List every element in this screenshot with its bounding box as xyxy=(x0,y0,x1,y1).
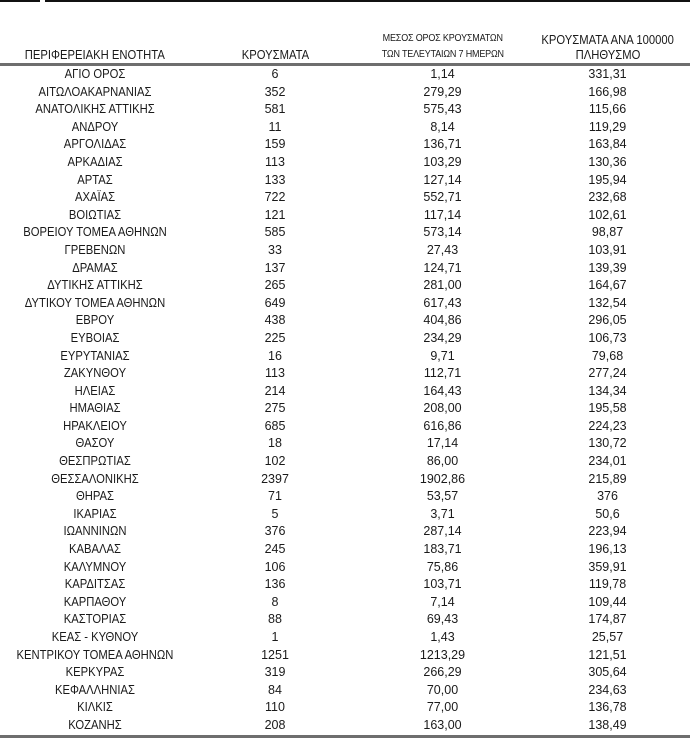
table-row xyxy=(0,154,690,172)
table-row xyxy=(0,295,690,313)
cell-per100k: 195,58 xyxy=(588,401,627,416)
cell-avg7: 117,14 xyxy=(423,207,462,222)
cell-per100k: 130,72 xyxy=(588,436,627,451)
cell-cases: 6 xyxy=(271,67,279,81)
cell-avg7: 127,14 xyxy=(423,172,462,187)
cell-avg7: 8,14 xyxy=(430,119,455,134)
cell-avg7: 183,71 xyxy=(423,542,462,557)
table-row xyxy=(0,365,690,383)
cell-avg7: 17,14 xyxy=(426,436,459,451)
table-row xyxy=(0,664,690,682)
cell-avg7: 1,14 xyxy=(430,67,455,81)
table-row xyxy=(0,471,690,489)
cell-per100k: 138,49 xyxy=(525,717,690,736)
table-row xyxy=(0,559,690,577)
cell-avg7: 86,00 xyxy=(426,454,459,469)
table-row xyxy=(0,400,690,418)
table-row xyxy=(0,647,690,665)
cell-per100k: 103,91 xyxy=(588,242,627,257)
cell-per100k: 305,64 xyxy=(588,665,627,680)
cell-region: ΚΕΑΣ - ΚΥΘΝΟΥ xyxy=(51,630,139,644)
table-row xyxy=(0,435,690,453)
cell-cases: 106 xyxy=(264,559,286,574)
table-row xyxy=(0,541,690,559)
table-row xyxy=(0,207,690,225)
cell-avg7: 53,57 xyxy=(426,489,459,504)
cell-avg7: 69,43 xyxy=(426,612,459,627)
cell-per100k: 119,78 xyxy=(588,577,627,592)
table-row xyxy=(0,629,690,647)
cell-region: ΑΝΑΤΟΛΙΚΗΣ ΑΤΤΙΚΗΣ xyxy=(35,102,155,117)
cell-region: ΚΑΡΔΙΤΣΑΣ xyxy=(64,577,126,592)
cell-per100k: 130,36 xyxy=(588,154,627,169)
cell-cases: 265 xyxy=(264,278,286,293)
cell-avg7: 3,71 xyxy=(430,506,455,521)
cell-region: ΙΩΑΝΝΙΝΩΝ xyxy=(63,524,127,539)
cell-cases: 245 xyxy=(264,542,286,557)
cell-per100k: 376 xyxy=(597,489,618,504)
cell-cases: 84 xyxy=(268,682,282,697)
table-row xyxy=(0,172,690,190)
cell-avg7: 77,00 xyxy=(426,700,459,715)
table-header xyxy=(0,0,690,65)
cell-avg7: 9,71 xyxy=(430,348,455,363)
cell-cases: 225 xyxy=(264,330,286,345)
cell-avg7: 616,86 xyxy=(423,418,462,433)
cell-region: ΗΡΑΚΛΕΙΟΥ xyxy=(63,418,127,433)
cell-avg7: 617,43 xyxy=(423,295,462,310)
cell-region: ΚΙΛΚΙΣ xyxy=(77,700,113,715)
cell-region: ΚΟΖΑΝΗΣ xyxy=(10,717,181,736)
cell-cases: 376 xyxy=(264,524,286,539)
header-avg7 xyxy=(360,0,525,65)
cell-per100k: 234,01 xyxy=(588,454,627,469)
table-row xyxy=(0,682,690,700)
cell-region: ΚΕΡΚΥΡΑΣ xyxy=(65,665,125,680)
cell-per100k: 196,13 xyxy=(588,542,627,557)
cell-per100k: 79,68 xyxy=(591,348,624,363)
cell-region: ΚΕΦΑΛΛΗΝΙΑΣ xyxy=(54,682,136,697)
table-row xyxy=(0,189,690,207)
cell-per100k: 164,67 xyxy=(588,278,627,293)
cell-cases: 581 xyxy=(264,102,286,117)
cell-region: ΔΥΤΙΚΗΣ ΑΤΤΙΚΗΣ xyxy=(47,278,143,293)
table-row xyxy=(0,523,690,541)
cell-region: ΘΗΡΑΣ xyxy=(75,489,114,504)
cell-avg7: 124,71 xyxy=(423,260,462,275)
table-row xyxy=(0,224,690,242)
cell-cases: 102 xyxy=(264,454,286,469)
cell-per100k: 174,87 xyxy=(588,612,627,627)
table-row xyxy=(0,277,690,295)
cell-region: ΚΑΡΠΑΘΟΥ xyxy=(63,594,127,609)
header-avg7-line1: ΜΕΣΟΣ ΟΡΟΣ ΚΡΟΥΣΜΑΤΩΝ xyxy=(382,33,503,44)
cell-per100k: 136,78 xyxy=(588,700,627,715)
header-per100k-line1: ΚΡΟΥΣΜΑΤΑ ΑΝΑ 100000 xyxy=(541,33,674,47)
cell-cases: 1251 xyxy=(261,647,289,662)
cell-avg7: 7,14 xyxy=(430,594,455,609)
cell-avg7: 266,29 xyxy=(423,665,462,680)
cell-per100k: 139,39 xyxy=(588,260,627,275)
cell-per100k: 166,98 xyxy=(588,84,627,99)
header-avg7-line2: ΤΩΝ ΤΕΛΕΥΤΑΙΩΝ 7 ΗΜΕΡΩΝ xyxy=(381,49,504,60)
cell-avg7: 136,71 xyxy=(423,137,462,152)
table-row xyxy=(0,136,690,154)
cell-region: ΑΓΙΟ ΟΡΟΣ xyxy=(64,67,126,81)
cell-cases: 352 xyxy=(264,84,286,99)
cell-region: ΘΕΣΠΡΩΤΙΑΣ xyxy=(59,454,131,469)
cell-per100k: 215,89 xyxy=(588,471,627,486)
cell-region: ΑΝΔΡΟΥ xyxy=(71,119,119,134)
cell-per100k: 234,63 xyxy=(588,682,627,697)
cell-region: ΘΕΣΣΑΛΟΝΙΚΗΣ xyxy=(51,471,139,486)
cell-region: ΚΑΛΥΜΝΟΥ xyxy=(63,559,127,574)
header-cases-label: ΚΡΟΥΣΜΑΤΑ xyxy=(241,48,309,62)
cell-per100k: 195,94 xyxy=(588,172,627,187)
cell-per100k: 224,23 xyxy=(588,418,627,433)
cell-cases: 438 xyxy=(264,313,286,328)
header-per100k-line2: ΠΛΗΘΥΣΜΟ xyxy=(575,48,640,62)
cell-avg7: 103,71 xyxy=(423,577,462,592)
cell-region: ΙΚΑΡΙΑΣ xyxy=(73,506,117,521)
cell-cases: 585 xyxy=(264,225,286,240)
cell-region: ΚΑΒΑΛΑΣ xyxy=(68,542,121,557)
cell-avg7: 164,43 xyxy=(423,383,462,398)
cell-region: ΑΙΤΩΛΟΑΚΑΡΝΑΝΙΑΣ xyxy=(38,84,152,99)
cell-region: ΔΥΤΙΚΟΥ ΤΟΜΕΑ ΑΘΗΝΩΝ xyxy=(24,295,166,310)
cell-cases: 5 xyxy=(271,506,279,521)
cell-region: ΘΑΣΟΥ xyxy=(75,436,115,451)
cell-per100k: 277,24 xyxy=(588,366,627,381)
cell-cases: 8 xyxy=(271,594,279,609)
cell-avg7: 552,71 xyxy=(423,190,462,205)
table-row xyxy=(0,383,690,401)
cell-region: ΑΡΓΟΛΙΔΑΣ xyxy=(63,137,127,152)
cell-avg7: 281,00 xyxy=(423,278,462,293)
cell-per100k: 359,91 xyxy=(588,559,627,574)
cell-per100k: 232,68 xyxy=(588,190,627,205)
header-region xyxy=(0,0,190,65)
table-row xyxy=(0,717,690,736)
cell-per100k: 296,05 xyxy=(588,313,627,328)
table-row xyxy=(0,330,690,348)
cell-region: ΔΡΑΜΑΣ xyxy=(72,260,118,275)
cell-region: ΕΥΒΟΙΑΣ xyxy=(70,330,120,345)
cell-region: ΖΑΚΥΝΘΟΥ xyxy=(63,366,127,381)
table-row xyxy=(0,576,690,594)
cell-region: ΚΕΝΤΡΙΚΟΥ ΤΟΜΕΑ ΑΘΗΝΩΝ xyxy=(16,647,174,662)
cell-region: ΒΟΡΕΙΟΥ ΤΟΜΕΑ ΑΘΗΝΩΝ xyxy=(23,225,167,240)
cell-cases: 159 xyxy=(264,137,286,152)
cell-region: ΗΜΑΘΙΑΣ xyxy=(69,401,121,416)
cell-per100k: 119,29 xyxy=(588,119,627,134)
cell-avg7: 1213,29 xyxy=(419,647,466,662)
cell-cases: 121 xyxy=(264,207,286,222)
table-row xyxy=(0,101,690,119)
cell-region: ΓΡΕΒΕΝΩΝ xyxy=(64,242,126,257)
table-row xyxy=(0,488,690,506)
cell-cases: 133 xyxy=(264,172,286,187)
cell-avg7: 234,29 xyxy=(423,330,462,345)
table-row xyxy=(0,312,690,330)
cell-per100k: 109,44 xyxy=(588,594,627,609)
cell-cases: 88 xyxy=(268,612,282,627)
cell-per100k: 331,31 xyxy=(588,67,627,81)
cell-avg7: 573,14 xyxy=(423,225,462,240)
table-row xyxy=(0,119,690,137)
cell-cases: 110 xyxy=(265,700,285,715)
cell-region: ΕΥΡΥΤΑΝΙΑΣ xyxy=(60,348,130,363)
cell-cases: 1 xyxy=(271,630,279,644)
table-row xyxy=(0,699,690,717)
table-row xyxy=(0,594,690,612)
cell-per100k: 163,84 xyxy=(588,137,627,152)
cell-region: ΚΑΣΤΟΡΙΑΣ xyxy=(63,612,127,627)
cell-cases: 722 xyxy=(264,190,286,205)
cell-region: ΑΡΤΑΣ xyxy=(77,172,113,187)
cell-cases: 136 xyxy=(264,577,286,592)
table-row xyxy=(0,506,690,524)
cell-cases: 18 xyxy=(268,436,282,451)
cell-region: ΗΛΕΙΑΣ xyxy=(74,383,116,398)
cell-cases: 2397 xyxy=(261,471,289,486)
cell-avg7: 112,71 xyxy=(423,366,462,381)
table-row xyxy=(0,65,690,84)
cell-per100k: 106,73 xyxy=(588,330,627,345)
cell-region: ΑΧΑΪΑΣ xyxy=(74,190,116,205)
cell-per100k: 115,66 xyxy=(588,102,627,117)
cell-cases: 11 xyxy=(268,119,282,134)
cell-cases: 214 xyxy=(264,383,286,398)
cell-cases: 33 xyxy=(268,242,282,257)
cell-cases: 16 xyxy=(268,348,282,363)
table-row xyxy=(0,348,690,366)
cell-avg7: 279,29 xyxy=(423,84,462,99)
cell-cases: 137 xyxy=(264,260,286,275)
cell-per100k: 102,61 xyxy=(588,207,627,222)
header-cases xyxy=(190,0,360,65)
cell-avg7: 27,43 xyxy=(426,242,459,257)
cell-per100k: 121,51 xyxy=(588,647,627,662)
cell-per100k: 132,54 xyxy=(588,295,627,310)
cell-cases: 319 xyxy=(264,665,286,680)
cell-avg7: 163,00 xyxy=(360,717,525,736)
cell-avg7: 103,29 xyxy=(423,154,462,169)
cell-per100k: 98,87 xyxy=(591,225,624,240)
table-row xyxy=(0,418,690,436)
header-per100k xyxy=(525,0,690,65)
table-row xyxy=(0,84,690,102)
cell-cases: 113 xyxy=(265,154,285,169)
cell-per100k: 25,57 xyxy=(591,630,624,644)
table-row xyxy=(0,260,690,278)
cell-avg7: 1,43 xyxy=(430,630,455,644)
table-row xyxy=(0,611,690,629)
cell-per100k: 134,34 xyxy=(588,383,627,398)
cell-avg7: 404,86 xyxy=(423,313,462,328)
cell-per100k: 50,6 xyxy=(595,506,620,521)
cell-avg7: 287,14 xyxy=(423,524,462,539)
cell-cases: 685 xyxy=(264,418,286,433)
cell-avg7: 75,86 xyxy=(426,559,459,574)
cell-avg7: 208,00 xyxy=(423,401,462,416)
header-region-label: ΠΕΡΙΦΕΡΕΙΑΚΗ ΕΝΟΤΗΤΑ xyxy=(24,48,166,62)
cell-cases: 275 xyxy=(264,401,286,416)
table-row xyxy=(0,242,690,260)
cell-cases: 208 xyxy=(190,717,360,736)
cell-cases: 649 xyxy=(264,295,286,310)
cell-region: ΕΒΡΟΥ xyxy=(75,313,115,328)
cell-cases: 113 xyxy=(265,366,285,381)
cell-per100k: 223,94 xyxy=(588,524,627,539)
cell-region: ΒΟΙΩΤΙΑΣ xyxy=(68,207,122,222)
cell-avg7: 1902,86 xyxy=(419,471,466,486)
header-row xyxy=(0,0,690,65)
cell-region: ΑΡΚΑΔΙΑΣ xyxy=(67,154,123,169)
table-body xyxy=(0,65,690,737)
table-row xyxy=(0,453,690,471)
cell-avg7: 575,43 xyxy=(423,102,462,117)
cell-avg7: 70,00 xyxy=(426,682,459,697)
cell-cases: 71 xyxy=(268,489,282,504)
